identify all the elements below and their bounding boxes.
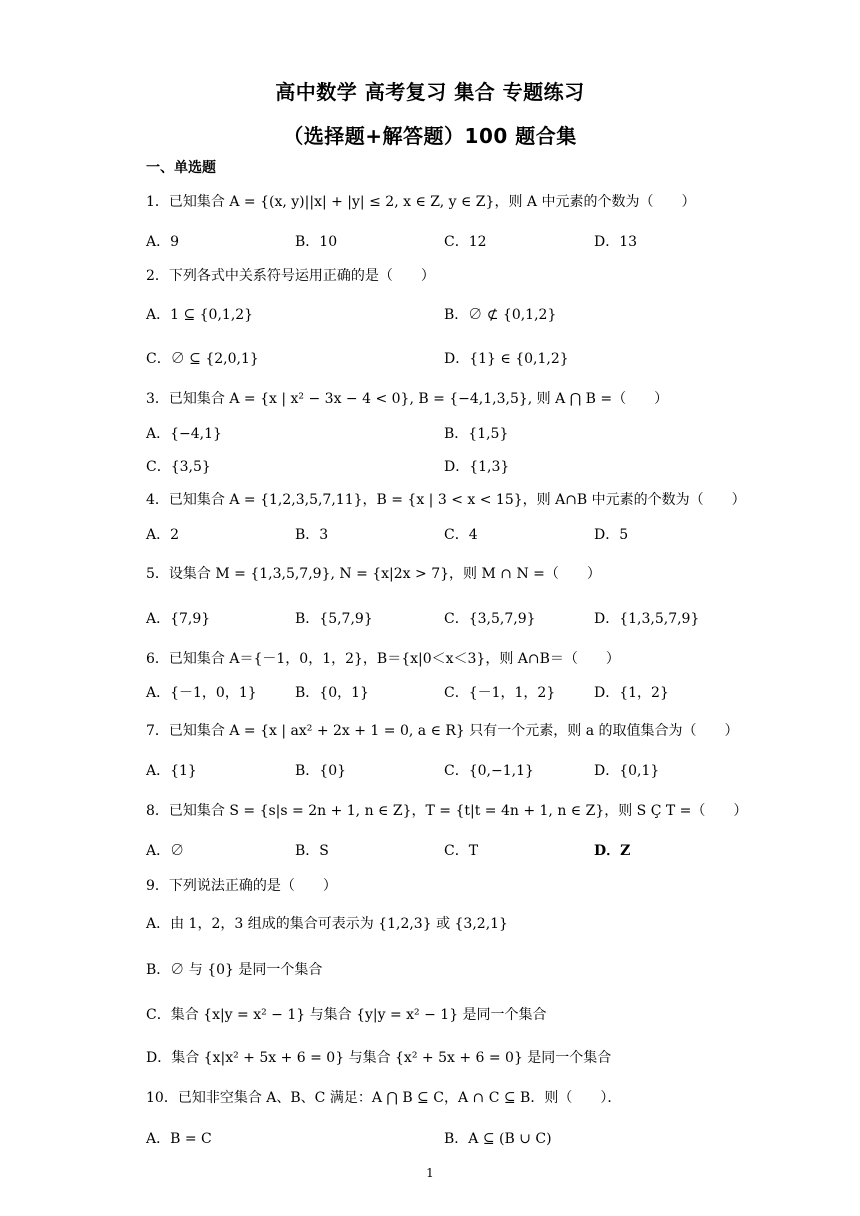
q1-option-a: A．9 [146,234,180,250]
q1-option-b: B．10 [295,234,338,250]
q6-option-d: D．{1，2} [594,685,669,701]
question-9: 9．下列说法正确的是（ ） [146,878,337,894]
q8-option-b: B．S [295,843,329,859]
q1-option-c: C．12 [444,234,487,250]
q2-option-b: B．∅ ⊄ {0,1,2} [444,307,557,323]
q8-option-c: C．T [444,843,479,859]
question-1: 1．已知集合 A = {(x, y)||x| + |y| ≤ 2, x ∈ Z, y ∈ Z}，则 A 中元素的个数为（ ） [146,194,696,210]
q6-option-b: B．{0，1} [295,685,369,701]
question-8: 8．已知集合 S = {s|s = 2n + 1, n ∈ Z}，T = {t|t = 4n + 1, n ∈ Z}，则 S Ç T =（ ） [146,803,748,819]
q10-option-a: A．B = C [146,1131,212,1147]
q6-option-c: C．{－1，1，2} [444,685,556,701]
question-2: 2．下列各式中关系符号运用正确的是（ ） [146,268,435,284]
question-6: 6．已知集合 A＝{－1，0，1，2}，B＝{x|0＜x＜3}，则 A∩B＝（ ） [146,651,620,667]
q4-option-d: D．5 [594,527,629,543]
q2-option-d: D．{1} ∈ {0,1,2} [444,351,569,367]
q2-option-c: C．∅ ⊆ {2,0,1} [146,351,259,367]
q8-option-a: A．∅ [146,843,185,859]
q3-option-b: B．{1,5} [444,426,509,442]
q2-option-a: A．1 ⊆ {0,1,2} [146,307,254,323]
q1-option-d: D．13 [594,234,638,250]
q7-option-a: A．{1} [146,763,197,779]
q8-option-d: D．Z [594,843,631,859]
q5-option-c: C．{3,5,7,9} [444,611,536,627]
section-heading: 一、单选题 [146,160,216,176]
q7-option-c: C．{0,−1,1} [444,763,534,779]
question-4: 4．已知集合 A = {1,2,3,5,7,11}，B = {x | 3 < x < 15}，则 A∩B 中元素的个数为（ ） [146,492,746,508]
q3-option-a: A．{−4,1} [146,426,222,442]
q9-option-c: C．集合 {x|y = x² − 1} 与集合 {y|y = x² − 1} 是同一个集合 [146,1007,547,1023]
question-10: 10．已知非空集合 A、B、C 满足：A ⋂ B ⊆ C，A ∩ C ⊆ B．则（ ）． [146,1090,622,1106]
q3-option-d: D．{1,3} [444,459,510,475]
question-3: 3．已知集合 A = {x | x² − 3x − 4 < 0}, B = {−4,1,3,5}, 则 A ⋂ B =（ ） [146,391,669,407]
q3-option-c: C．{3,5} [146,459,211,475]
page-number: 1 [426,1166,434,1180]
page-title: 高中数学 高考复习 集合 专题练习 [275,80,585,104]
q4-option-c: C．4 [444,527,478,543]
q4-option-a: A．2 [146,527,180,543]
q9-option-a: A．由 1，2，3 组成的集合可表示为 {1,2,3} 或 {3,2,1} [146,916,508,932]
q5-option-d: D．{1,3,5,7,9} [594,611,700,627]
q7-option-d: D．{0,1} [594,763,660,779]
q5-option-b: B．{5,7,9} [295,611,373,627]
page-subtitle: （选择题+解答题）100 题合集 [283,124,577,148]
question-5: 5．设集合 M = {1,3,5,7,9}, N = {x|2x > 7}，则 M ∩ N =（ ） [146,566,601,582]
q10-option-b: B．A ⊆ (B ∪ C) [444,1131,552,1147]
q4-option-b: B．3 [295,527,329,543]
q9-option-d: D．集合 {x|x² + 5x + 6 = 0} 与集合 {x² + 5x + 6 = 0} 是同一个集合 [146,1050,612,1066]
q5-option-a: A．{7,9} [146,611,211,627]
q6-option-a: A．{－1，0，1} [146,685,257,701]
q9-option-b: B．∅ 与 {0} 是同一个集合 [146,962,323,978]
q7-option-b: B．{0} [295,763,347,779]
question-7: 7．已知集合 A = {x | ax² + 2x + 1 = 0, a ∈ R} 只有一个元素，则 a 的取值集合为（ ） [146,723,739,739]
